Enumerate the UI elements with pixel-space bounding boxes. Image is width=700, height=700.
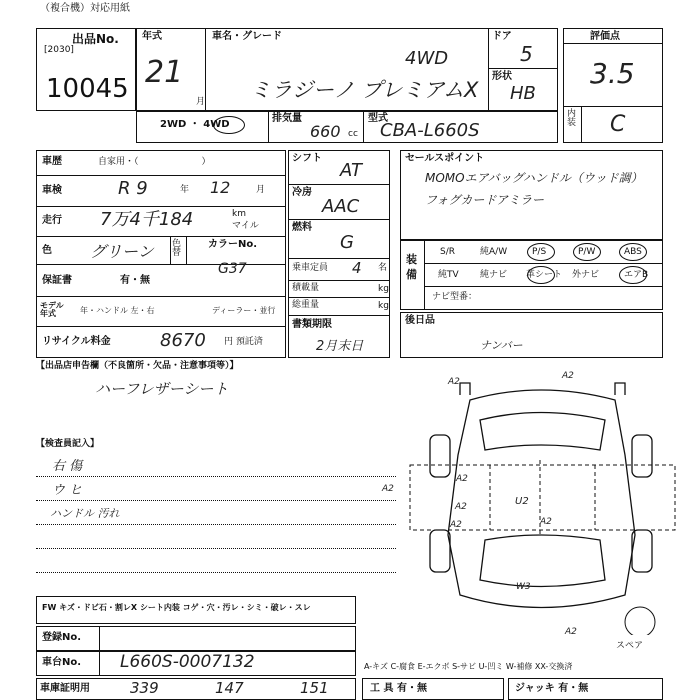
mark-a2-3: A2 bbox=[456, 474, 468, 484]
equip-pw: P/W bbox=[578, 247, 596, 257]
year-unit: 月 bbox=[196, 97, 206, 107]
mark-u2: U2 bbox=[515, 496, 529, 507]
history-label: 車歴 bbox=[42, 156, 62, 167]
rear-label: 後日品 bbox=[405, 315, 435, 326]
fuel-value: G bbox=[340, 232, 354, 253]
aircon-value: AAC bbox=[322, 196, 360, 217]
equip-navi: 純ナビ bbox=[480, 270, 508, 280]
door-label: ドア bbox=[492, 31, 512, 42]
equip-ps-circle bbox=[527, 243, 555, 261]
color-value: グリーン bbox=[90, 242, 154, 261]
reg-label: 登録No. bbox=[42, 632, 82, 643]
equip-tv: 純TV bbox=[438, 270, 459, 280]
inspection-label: 車検 bbox=[42, 185, 62, 196]
car-model: ミラジーノ プレミアムX bbox=[250, 78, 479, 102]
equip-sr: S/R bbox=[440, 247, 455, 257]
door-value: 5 bbox=[520, 42, 533, 66]
tools-text: 工 具 有・無 bbox=[370, 683, 427, 694]
equip-leather-circle bbox=[527, 266, 555, 284]
cert-width: 147 bbox=[215, 679, 244, 697]
rear-value: ナンバー bbox=[480, 339, 523, 352]
car-drive-hw: 4WD bbox=[405, 48, 449, 69]
footer-reg-row bbox=[36, 626, 356, 651]
equip-airbag-circle bbox=[619, 266, 647, 284]
weight-label: 総重量 bbox=[292, 300, 320, 310]
inspector-line3: ハンドル 汚れ bbox=[50, 507, 120, 520]
model-year-dealer: ディーラー・並行 bbox=[212, 306, 276, 315]
mark-a2-2: A2 bbox=[562, 371, 574, 381]
color-no: G37 bbox=[218, 261, 247, 277]
mark-a2-5: A2 bbox=[455, 502, 467, 512]
capacity-unit: 名 bbox=[378, 263, 388, 273]
year-label: 年式 bbox=[142, 31, 162, 42]
mark-a2-4: A2 bbox=[382, 484, 394, 494]
displacement-label: 排気量 bbox=[272, 113, 302, 124]
history-value: 自家用・（ ） bbox=[98, 157, 211, 167]
lot-label: 出品No. bbox=[72, 32, 119, 46]
chassis-label: 車台No. bbox=[42, 657, 82, 668]
equip-abs: ABS bbox=[624, 247, 642, 257]
sales-point-line2: フォグカードアミラー bbox=[425, 193, 545, 207]
sales-point-line1: MOMOエアバッグハンドル（ウッド調） bbox=[425, 171, 643, 185]
mark-w3: W3 bbox=[516, 582, 531, 592]
chassis-value: L660S-0007132 bbox=[120, 652, 255, 672]
drive-options: 2WD ・ 4WD bbox=[160, 119, 230, 130]
model-code-value: CBA-L660S bbox=[380, 120, 480, 141]
warranty-value: 有・無 bbox=[120, 275, 150, 286]
shape-label: 形状 bbox=[492, 71, 512, 82]
recycle-value: 8670 bbox=[160, 330, 206, 351]
warranty-label: 保証書 bbox=[42, 275, 72, 286]
mileage-unit-mile: マイル bbox=[232, 221, 259, 231]
shift-label: シフト bbox=[292, 153, 322, 164]
recycle-label: リサイクル料金 bbox=[42, 336, 111, 347]
weight-unit: kg bbox=[378, 301, 389, 311]
color-label: 色 bbox=[42, 245, 52, 256]
year-value: 21 bbox=[145, 55, 184, 90]
load-label: 積載量 bbox=[292, 283, 320, 293]
aircon-label: 冷房 bbox=[292, 187, 312, 198]
model-year-label: モデル年式 bbox=[40, 301, 64, 318]
inspection-year-unit: 年 bbox=[180, 185, 190, 195]
mileage-unit-km: km bbox=[232, 209, 246, 219]
equip-navi-model: ナビ型番： bbox=[432, 292, 478, 302]
lot-number: 10045 bbox=[46, 74, 129, 104]
remarks-value: ハーフレザーシート bbox=[95, 380, 229, 398]
damage-legend: A-キズ C-腐食 E-エクボ S-サビ U-凹ミ W-補修 XX-交換済 bbox=[364, 662, 573, 671]
color-no-label: カラーNo. bbox=[208, 239, 258, 250]
inspector-line2: ウ ヒ bbox=[52, 483, 83, 498]
spare-label: スペア bbox=[616, 641, 644, 651]
docs-value: 2月末日 bbox=[316, 339, 364, 354]
inspection-month-unit: 月 bbox=[256, 185, 266, 195]
cert-height: 151 bbox=[300, 679, 329, 697]
equip-leather: 革シート bbox=[526, 270, 563, 280]
fuel-label: 燃料 bbox=[292, 222, 312, 233]
load-unit: kg bbox=[378, 284, 389, 294]
drive-circle bbox=[213, 116, 245, 134]
footer-damage-text: FW キズ・ドビ石・割レX シート内装 コゲ・穴・汚レ・シミ・破レ・スレ bbox=[42, 603, 311, 612]
capacity-value: 4 bbox=[352, 259, 362, 277]
jack-text: ジャッキ 有・無 bbox=[515, 683, 589, 694]
equipment-label: 装備 bbox=[406, 253, 417, 281]
mileage-label: 走行 bbox=[42, 215, 62, 226]
lot-code: [2030] bbox=[44, 45, 74, 55]
header-text: （複合機）対応用紙 bbox=[40, 3, 130, 14]
cert-label: 車庫証明用 bbox=[40, 683, 90, 694]
docs-label: 書類期限 bbox=[292, 319, 332, 330]
displacement-unit: cc bbox=[348, 129, 358, 139]
car-damage-diagram bbox=[400, 365, 690, 635]
equip-ps: P/S bbox=[532, 247, 547, 257]
sales-point-label: セールスポイント bbox=[405, 153, 485, 164]
inspection-value: R 9 bbox=[118, 178, 148, 199]
shift-value: AT bbox=[340, 160, 362, 181]
inspection-month: 12 bbox=[210, 178, 231, 197]
equip-ext-navi: 外ナビ bbox=[572, 270, 600, 280]
equip-pw-circle bbox=[573, 243, 601, 261]
equip-airbag: エアB bbox=[624, 270, 649, 280]
mark-a2-7: A2 bbox=[540, 517, 552, 527]
mark-a2-8: A2 bbox=[565, 627, 577, 637]
recycle-unit: 円 預託済 bbox=[224, 337, 263, 347]
shape-value: HB bbox=[510, 83, 536, 104]
model-year-handle: 年・ハンドル 左・右 bbox=[80, 306, 155, 315]
inspector-line1: 右 傷 bbox=[52, 459, 83, 474]
mark-a2-6: A2 bbox=[450, 520, 462, 530]
car-label: 車名・グレード bbox=[212, 31, 282, 42]
color-repaint: 色替 bbox=[172, 239, 182, 258]
score-label: 評価点 bbox=[590, 31, 620, 42]
score-value: 3.5 bbox=[590, 57, 635, 90]
model-code-label: 型式 bbox=[368, 113, 388, 124]
displacement-value: 660 bbox=[310, 122, 341, 141]
cert-length: 339 bbox=[130, 679, 159, 697]
interior-value: C bbox=[610, 112, 626, 137]
rear-box bbox=[400, 312, 663, 358]
interior-label: 内装 bbox=[567, 109, 577, 128]
capacity-label: 乗車定員 bbox=[292, 263, 329, 273]
equip-abs-circle bbox=[619, 243, 647, 261]
equip-aw: 純A/W bbox=[480, 247, 508, 257]
inspector-label: 【検査員記入】 bbox=[36, 439, 100, 449]
remarks-label: 【出品店申告欄（不良箇所・欠品・注意事項等）】 bbox=[36, 361, 239, 371]
mileage-value: 7万4千184 bbox=[100, 209, 194, 230]
mark-a2-1: A2 bbox=[448, 377, 460, 387]
